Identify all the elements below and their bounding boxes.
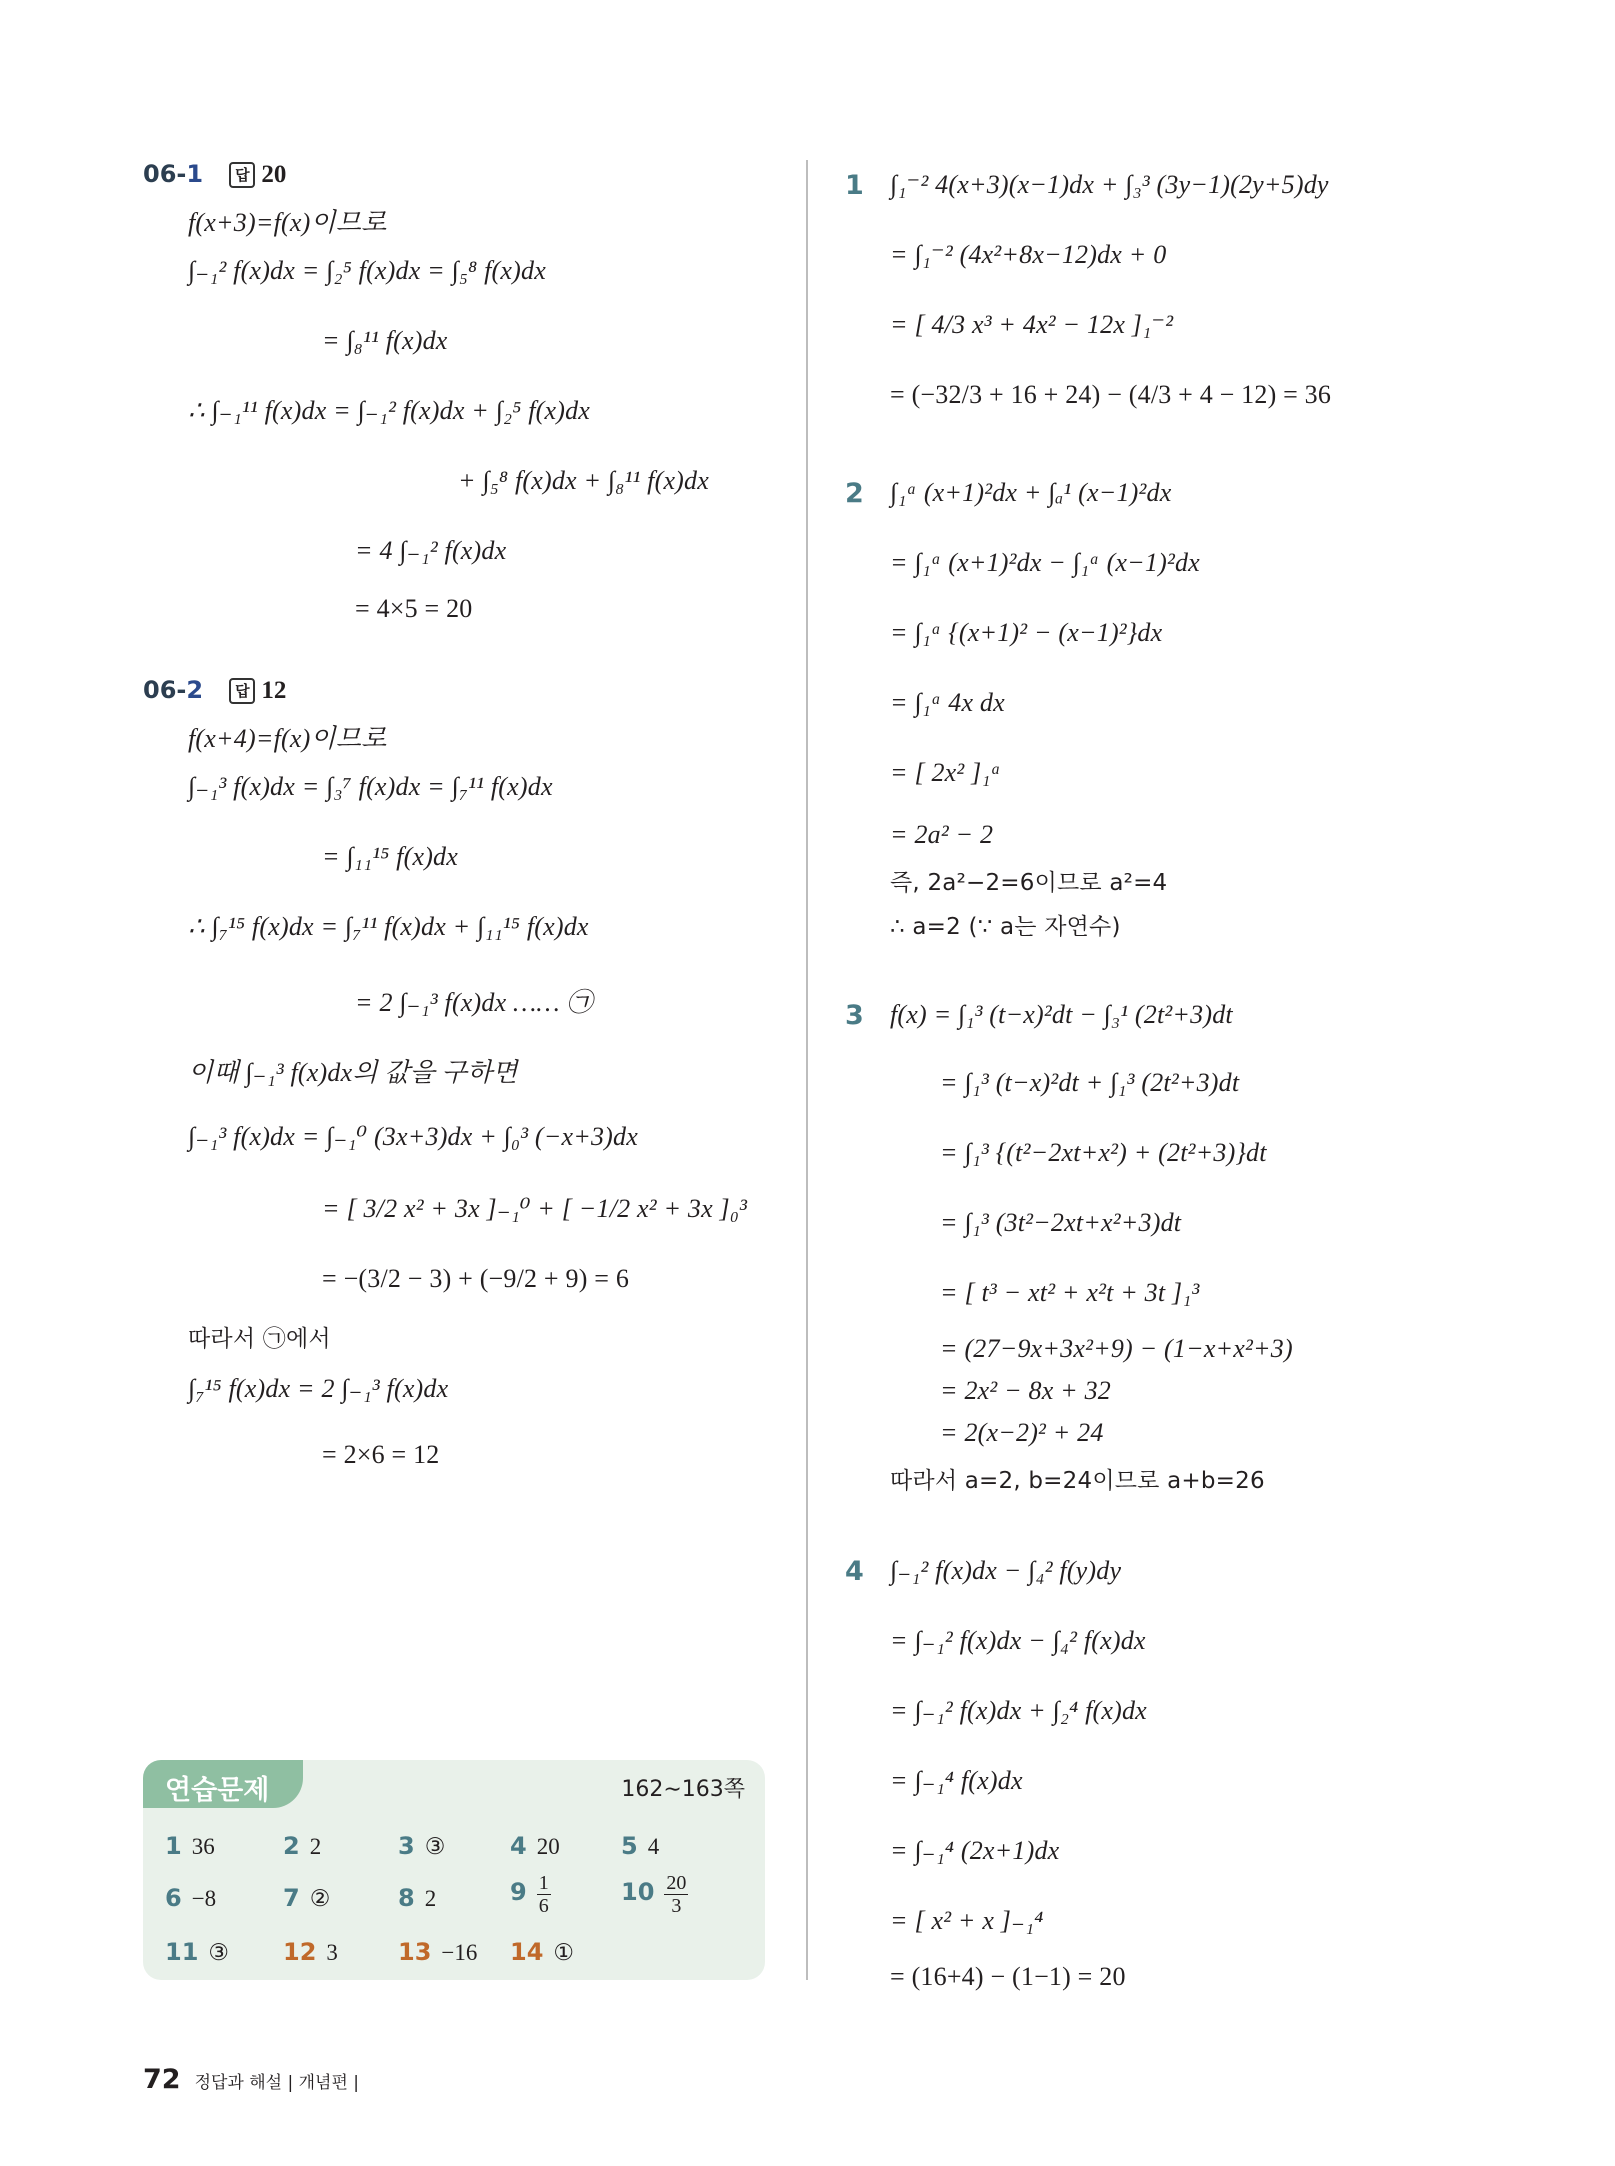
answer-number: 1	[165, 1832, 182, 1860]
solution-line: = 4×5 = 20	[355, 594, 473, 623]
solution-line: = ∫₁⁻² (4x²+8x−12)dx + 0	[890, 240, 1167, 269]
problem-subnumber: 2	[186, 676, 204, 704]
practice-answer	[165, 1884, 216, 1912]
fraction-numerator: 20	[666, 1872, 687, 1894]
solution-line: 이때 ∫₋₁³ f(x)dx의 값을 구하면	[188, 1058, 518, 1087]
solution-line: = ∫₁³ (3t²−2xt+x²+3)dt	[940, 1208, 1182, 1237]
fraction	[664, 1872, 688, 1917]
answer-value: ③	[208, 1940, 230, 1965]
solution-line: 즉, 2a²−2=6이므로 a²=4	[890, 870, 1168, 896]
answer-value: ③	[424, 1834, 446, 1859]
solution-line: ∫₋₁³ f(x)dx = ∫₃⁷ f(x)dx = ∫₇¹¹ f(x)dx	[188, 772, 553, 801]
answer-value: −16	[441, 1940, 478, 1965]
solution-line: = 2(x−2)² + 24	[940, 1418, 1104, 1447]
practice-answer	[510, 1938, 574, 1966]
answer-value: 2	[424, 1886, 437, 1911]
solution-line: 따라서 a=2, b=24이므로 a+b=26	[890, 1468, 1265, 1494]
practice-answer	[510, 1872, 551, 1917]
practice-tab	[143, 1760, 303, 1808]
solution-line: = ∫₁ᵃ (x+1)²dx − ∫₁ᵃ (x−1)²dx	[890, 548, 1200, 577]
solution-line: f(x) = ∫₁³ (t−x)²dt − ∫₃¹ (2t²+3)dt	[890, 1000, 1233, 1029]
solution-line: = 2x² − 8x + 32	[940, 1376, 1112, 1405]
solution-line: ∫₇¹⁵ f(x)dx = 2 ∫₋₁³ f(x)dx	[188, 1374, 449, 1403]
answer-number: 5	[621, 1832, 638, 1860]
solution-line: ∫₋₁² f(x)dx − ∫₄² f(y)dy	[890, 1556, 1122, 1585]
practice-answer	[510, 1832, 560, 1860]
answer-value: 4	[647, 1834, 660, 1859]
solution-line: = 4 ∫₋₁² f(x)dx	[355, 536, 507, 565]
practice-answer	[283, 1938, 338, 1966]
answer-number: 4	[510, 1832, 527, 1860]
practice-answer	[283, 1884, 330, 1912]
practice-answers-box	[143, 1760, 765, 1980]
problem-subnumber: 1	[186, 160, 204, 188]
solution-line: = [ 4/3 x³ + 4x² − 12x ]₁⁻²	[890, 310, 1174, 339]
solution-line: ∴ a=2 (∵ a는 자연수)	[890, 914, 1121, 940]
solution-line: ∫₁ᵃ (x+1)²dx + ∫ₐ¹ (x−1)²dx	[890, 478, 1172, 507]
question-number: 2	[845, 478, 864, 509]
answer-tag-icon: 답	[229, 162, 255, 188]
solution-line: 따라서 ㉠에서	[188, 1326, 331, 1352]
solution-line: = (−32/3 + 16 + 24) − (4/3 + 4 − 12) = 36	[890, 380, 1332, 409]
answer-value: 3	[326, 1940, 338, 1965]
question-number: 1	[845, 170, 864, 201]
answer-value: ①	[553, 1940, 575, 1965]
solution-line: ∫₋₁³ f(x)dx = ∫₋₁⁰ (3x+3)dx + ∫₀³ (−x+3)dx	[188, 1122, 638, 1151]
fraction-numerator: 1	[538, 1872, 549, 1894]
solution-line: = ∫₋₁⁴ f(x)dx	[890, 1766, 1023, 1795]
solution-line: ∫₋₁² f(x)dx = ∫₂⁵ f(x)dx = ∫₅⁸ f(x)dx	[188, 256, 546, 285]
solution-line: ∴ ∫₋₁¹¹ f(x)dx = ∫₋₁² f(x)dx + ∫₂⁵ f(x)dx	[188, 396, 591, 425]
answer-number: 11	[165, 1938, 199, 1966]
practice-answer	[621, 1872, 688, 1917]
solution-line: = ∫₁₁¹⁵ f(x)dx	[322, 842, 458, 871]
answer-number: 12	[283, 1938, 317, 1966]
solution-line: = ∫₋₁² f(x)dx − ∫₄² f(x)dx	[890, 1626, 1146, 1655]
solution-line: = ∫₁ᵃ 4x dx	[890, 688, 1005, 717]
solution-line: = ∫₁³ {(t²−2xt+x²) + (2t²+3)}dt	[940, 1138, 1267, 1167]
solution-line: = ∫₋₁² f(x)dx + ∫₂⁴ f(x)dx	[890, 1696, 1147, 1725]
answer-number: 8	[398, 1884, 415, 1912]
practice-answer	[165, 1938, 229, 1966]
solution-line: = ∫₋₁⁴ (2x+1)dx	[890, 1836, 1060, 1865]
question-number: 4	[845, 1556, 864, 1587]
problem-number: 06-	[143, 160, 187, 188]
problem-heading-06-2	[143, 676, 286, 705]
answer-value: ②	[309, 1886, 331, 1911]
solution-line: = [ x² + x ]₋₁⁴	[890, 1906, 1044, 1935]
problem-heading-06-1	[143, 160, 286, 189]
practice-answer	[398, 1832, 445, 1860]
question-number: 3	[845, 1000, 864, 1031]
solution-line: = (16+4) − (1−1) = 20	[890, 1962, 1126, 1991]
solution-line: = [ t³ − xt² + x²t + 3t ]₁³	[940, 1278, 1200, 1307]
answer-number: 6	[165, 1884, 182, 1912]
solution-line: = 2a² − 2	[890, 820, 994, 849]
answer-number: 13	[398, 1938, 432, 1966]
solution-line: ∫₁⁻² 4(x+3)(x−1)dx + ∫₃³ (3y−1)(2y+5)dy	[890, 170, 1329, 199]
solution-line: f(x+3)=f(x)이므로	[188, 208, 387, 237]
practice-answer	[398, 1884, 436, 1912]
answer-value: 36	[191, 1834, 215, 1859]
practice-answer	[283, 1832, 321, 1860]
fraction	[537, 1872, 551, 1917]
fraction-denominator: 3	[671, 1895, 682, 1917]
solution-line: = ∫₁³ (t−x)²dt + ∫₁³ (2t²+3)dt	[940, 1068, 1240, 1097]
solution-line: = −(3/2 − 3) + (−9/2 + 9) = 6	[322, 1264, 630, 1293]
answer-number: 10	[621, 1877, 655, 1906]
footer-text: 정답과 해설 | 개념편 |	[194, 2073, 360, 2093]
answer-number: 2	[283, 1832, 300, 1860]
column-divider	[806, 160, 808, 1980]
answer-value: 20	[536, 1834, 560, 1859]
answer-value: −8	[191, 1886, 217, 1911]
answer-value: 2	[309, 1834, 322, 1859]
answer-tag-icon: 답	[229, 678, 255, 704]
practice-page-range: 162∼163쪽	[621, 1777, 745, 1802]
practice-answer	[621, 1832, 659, 1860]
solution-line: = 2×6 = 12	[322, 1440, 440, 1469]
answer-value: 12	[261, 677, 287, 704]
solution-line: ∴ ∫₇¹⁵ f(x)dx = ∫₇¹¹ f(x)dx + ∫₁₁¹⁵ f(x)dx	[188, 912, 589, 941]
practice-answer	[165, 1832, 215, 1860]
solution-line: f(x+4)=f(x)이므로	[188, 724, 387, 753]
answer-value: 20	[261, 161, 287, 188]
page-footer	[143, 2064, 359, 2095]
practice-title: 연습문제	[165, 1775, 270, 1806]
solution-line: = ∫₈¹¹ f(x)dx	[322, 326, 448, 355]
page-number: 72	[143, 2064, 181, 2095]
solution-line: + ∫₅⁸ f(x)dx + ∫₈¹¹ f(x)dx	[458, 466, 709, 495]
answer-number: 14	[510, 1938, 544, 1966]
answer-number: 9	[510, 1877, 527, 1906]
problem-number: 06-	[143, 676, 187, 704]
practice-answer	[398, 1938, 477, 1966]
solution-line: = [ 3/2 x² + 3x ]₋₁⁰ + [ −1/2 x² + 3x ]₀³	[322, 1194, 748, 1223]
fraction-denominator: 6	[538, 1895, 549, 1917]
solution-line: = 2 ∫₋₁³ f(x)dx …… ㉠	[355, 988, 593, 1017]
answer-number: 3	[398, 1832, 415, 1860]
solution-line: = [ 2x² ]₁ᵃ	[890, 758, 1002, 787]
solution-line: = (27−9x+3x²+9) − (1−x+x²+3)	[940, 1334, 1293, 1363]
solution-line: = ∫₁ᵃ {(x+1)² − (x−1)²}dx	[890, 618, 1163, 647]
answer-number: 7	[283, 1884, 300, 1912]
